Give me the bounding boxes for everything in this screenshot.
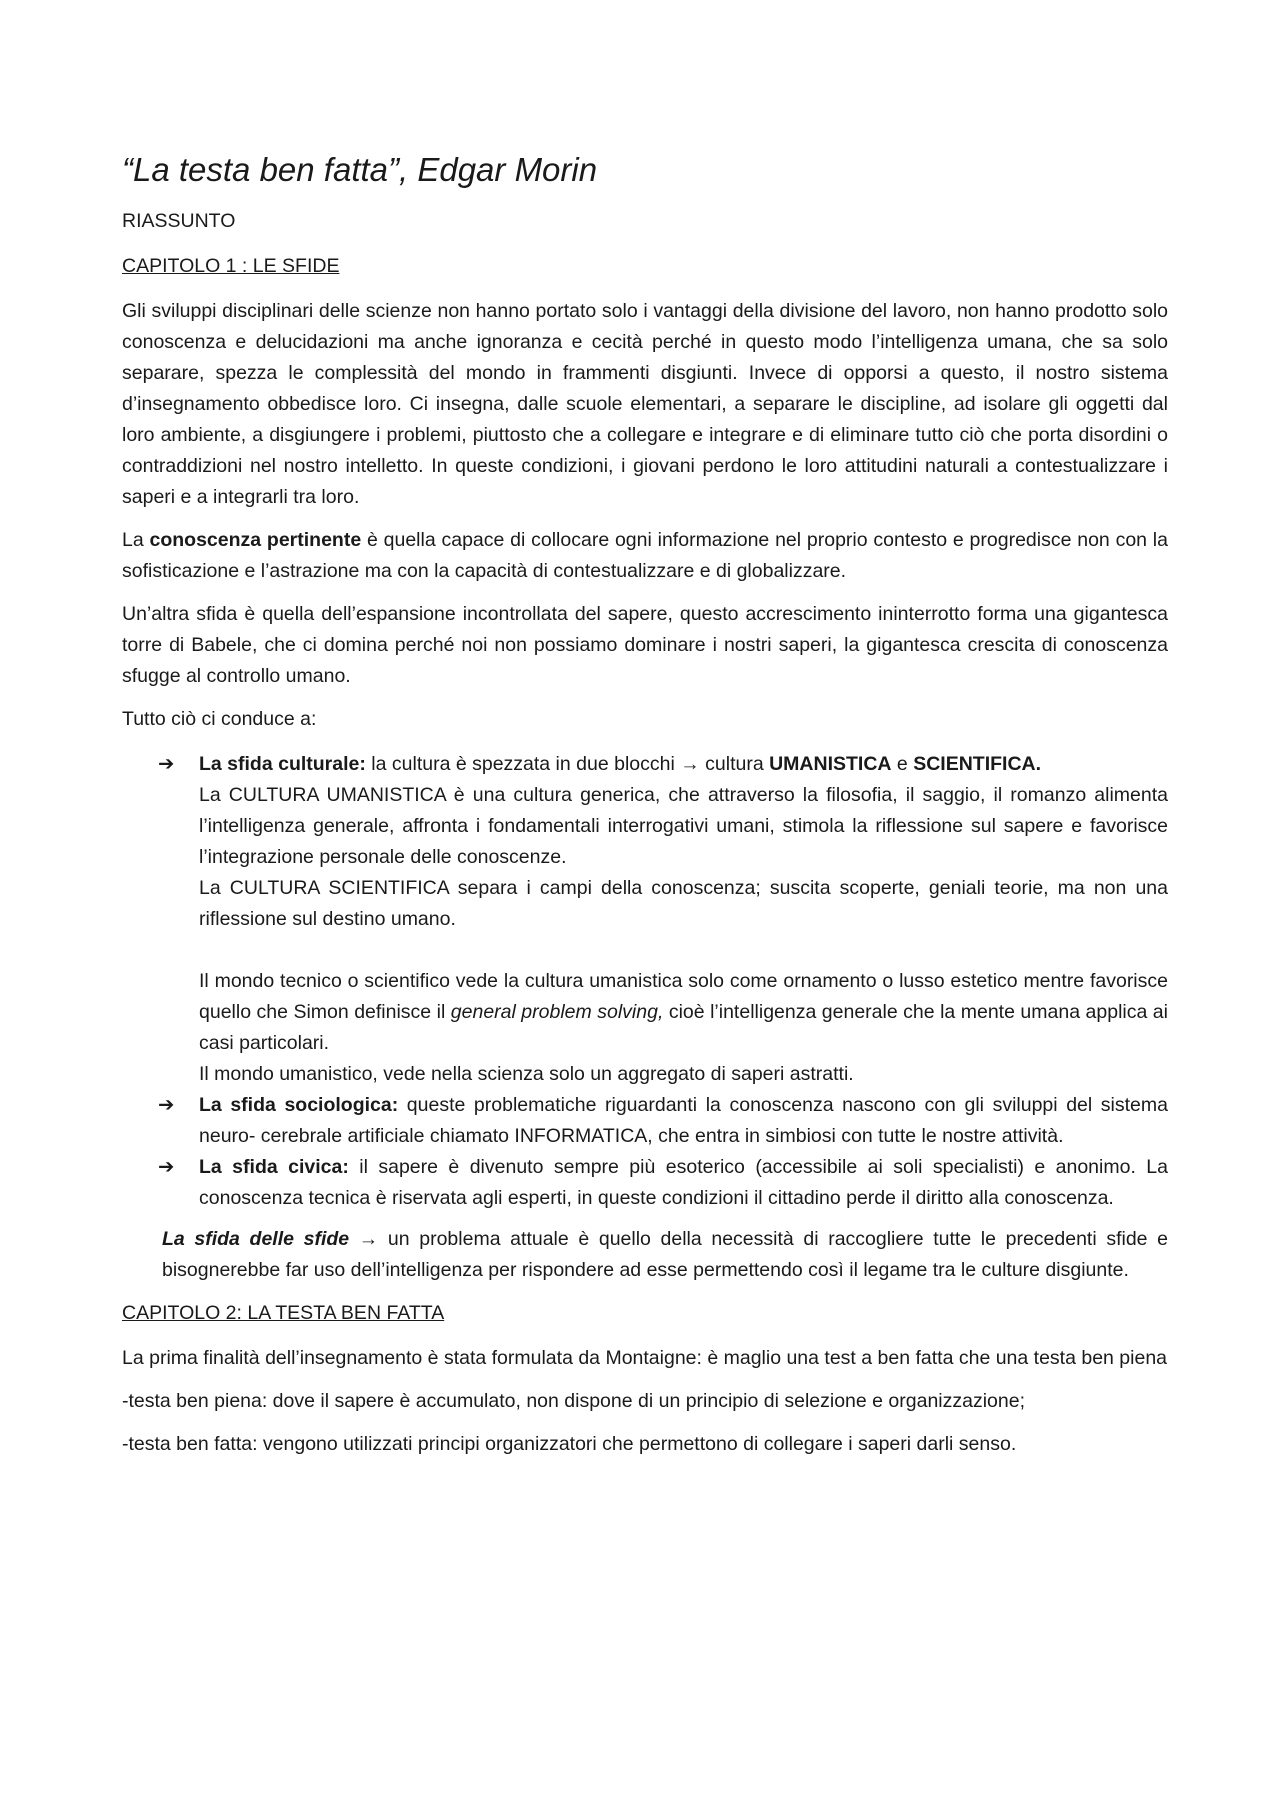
chapter-1-heading: CAPITOLO 1 : LE SFIDE	[122, 255, 340, 277]
chapter-2-paragraph-2: -testa ben piena: dove il sapere è accumulato, non dispone di un principio di selezione e organizzazione;	[122, 1390, 1025, 1412]
chapter-2-paragraph-3: -testa ben fatta: vengono utilizzati principi organizzatori che permettono di collegare i saperi darli senso.	[122, 1433, 1017, 1455]
challenges-list	[122, 749, 1168, 1214]
challenge-of-challenges-paragraph	[122, 1224, 1168, 1286]
list-item-civic-challenge	[122, 1152, 1168, 1214]
bold-term: La sfida culturale:	[199, 753, 366, 775]
arrow-bullet-icon: ➔	[158, 1094, 175, 1116]
list-item-headline	[199, 749, 1168, 780]
arrow-bullet-icon: ➔	[158, 753, 175, 775]
paragraph-text: → un problema attuale è quello della necessità di raccogliere tutte le precedenti sfide e bisognerebbe far uso dell’intelligenza per rispondere ad esse permettendo così il legame tra le culture disgiunte.	[162, 1228, 1168, 1281]
bold-italic-term: La sfida delle sfide	[162, 1228, 350, 1250]
bold-term: SCIENTIFICA.	[913, 753, 1042, 775]
paragraph-text: è quella capace di collocare ogni informazione nel proprio contesto e progredisce non con la sofisticazione e l’astrazione ma con la capacità di contestualizzare e di globalizzare.	[122, 529, 1168, 582]
chapter-1-paragraph-2	[122, 525, 1168, 587]
chapter-1-paragraph-4: Tutto ciò ci conduce a:	[122, 708, 317, 730]
paragraph-text: La	[122, 529, 150, 551]
scientific-culture-text: La CULTURA SCIENTIFICA separa i campi della conoscenza; suscita scoperte, geniali teorie, ma non una riflessione sul destino umano.	[199, 877, 1168, 930]
chapter-2-paragraph-1: La prima finalità dell’insegnamento è stata formulata da Montaigne: è maglio una test a ben fatta che una testa ben piena	[122, 1347, 1168, 1369]
spacer	[199, 935, 1168, 966]
bold-term: conoscenza pertinente	[149, 529, 362, 551]
list-item-text: cioè l’intelligenza generale che la mente umana applica ai casi particolari.	[199, 1001, 1168, 1054]
humanistic-world-text: Il mondo umanistico, vede nella scienza solo un aggregato di saperi astratti.	[199, 1063, 854, 1085]
humanistic-culture-text: La CULTURA UMANISTICA è una cultura generica, che attraverso la filosofia, il saggio, il romanzo alimenta l’intelligenza generale, affronta i fondamentali interrogativi umani, stimola la riflessione sul sapere e favorisce l’integrazione personale delle conoscenze.	[199, 784, 1168, 868]
list-item-text: queste problematiche riguardanti la conoscenza nascono con gli sviluppi del sistema neuro- cerebrale artificiale chiamato INFORMATICA, che entra in simbiosi con tutte le nostre attività.	[199, 1094, 1168, 1147]
summary-label: RIASSUNTO	[122, 210, 236, 232]
list-item-text: la cultura è spezzata in due blocchi → cultura	[365, 753, 770, 775]
arrow-bullet-icon: ➔	[158, 1156, 175, 1178]
list-item-text: e	[891, 753, 914, 775]
technical-world-text	[199, 966, 1168, 1059]
list-item-text: Il mondo tecnico o scientifico vede la cultura umanistica solo come ornamento o lusso estetico mentre favorisce quello che Simon definisce il	[199, 970, 1168, 1023]
bold-term: La sfida civica:	[199, 1156, 349, 1178]
list-item-cultural-challenge	[122, 749, 1168, 1090]
chapter-1-paragraph-3: Un’altra sfida è quella dell’espansione incontrollata del sapere, questo accrescimento ininterrotto forma una gigantesca torre di Babele, che ci domina perché noi non possiamo dominare i nostri saperi, la gigantesca crescita di conoscenza sfugge al controllo umano.	[122, 603, 1168, 687]
list-item-sociological-challenge	[122, 1090, 1168, 1152]
document-title: “La testa ben fatta”, Edgar Morin	[122, 151, 598, 188]
bold-term: UMANISTICA	[769, 753, 892, 775]
italic-term: general problem solving,	[450, 1001, 664, 1023]
list-item-text: il sapere è divenuto sempre più esoterico (accessibile ai soli specialisti) e anonimo. La conoscenza tecnica è riservata agli esperti, in queste condizioni il cittadino perde il diritto alla conoscenza.	[199, 1156, 1168, 1209]
document-page	[122, 150, 1168, 1472]
chapter-1-paragraph-1: Gli sviluppi disciplinari delle scienze non hanno portato solo i vantaggi della divisione del lavoro, non hanno prodotto solo conoscenza e delucidazioni ma anche ignoranza e cecità perché in questo modo l’intelligenza umana, che sa solo separare, spezza le complessità del mondo in frammenti disgiunti. Invece di opporsi a questo, il nostro sistema d’insegnamento obbedisce loro. Ci insegna, dalle scuole elementari, a separare le discipline, ad isolare gli oggetti dal loro ambiente, a disgiungere i problemi, piuttosto che a collegare e integrare e di eliminare tutto ciò che porta disordini o contraddizioni nel nostro intelletto. In queste condizioni, i giovani perdono le loro attitudini naturali a contestualizzare i saperi e a integrarli tra loro.	[122, 300, 1168, 508]
bold-term: La sfida sociologica:	[199, 1094, 399, 1116]
chapter-2-heading: CAPITOLO 2: LA TESTA BEN FATTA	[122, 1302, 445, 1324]
